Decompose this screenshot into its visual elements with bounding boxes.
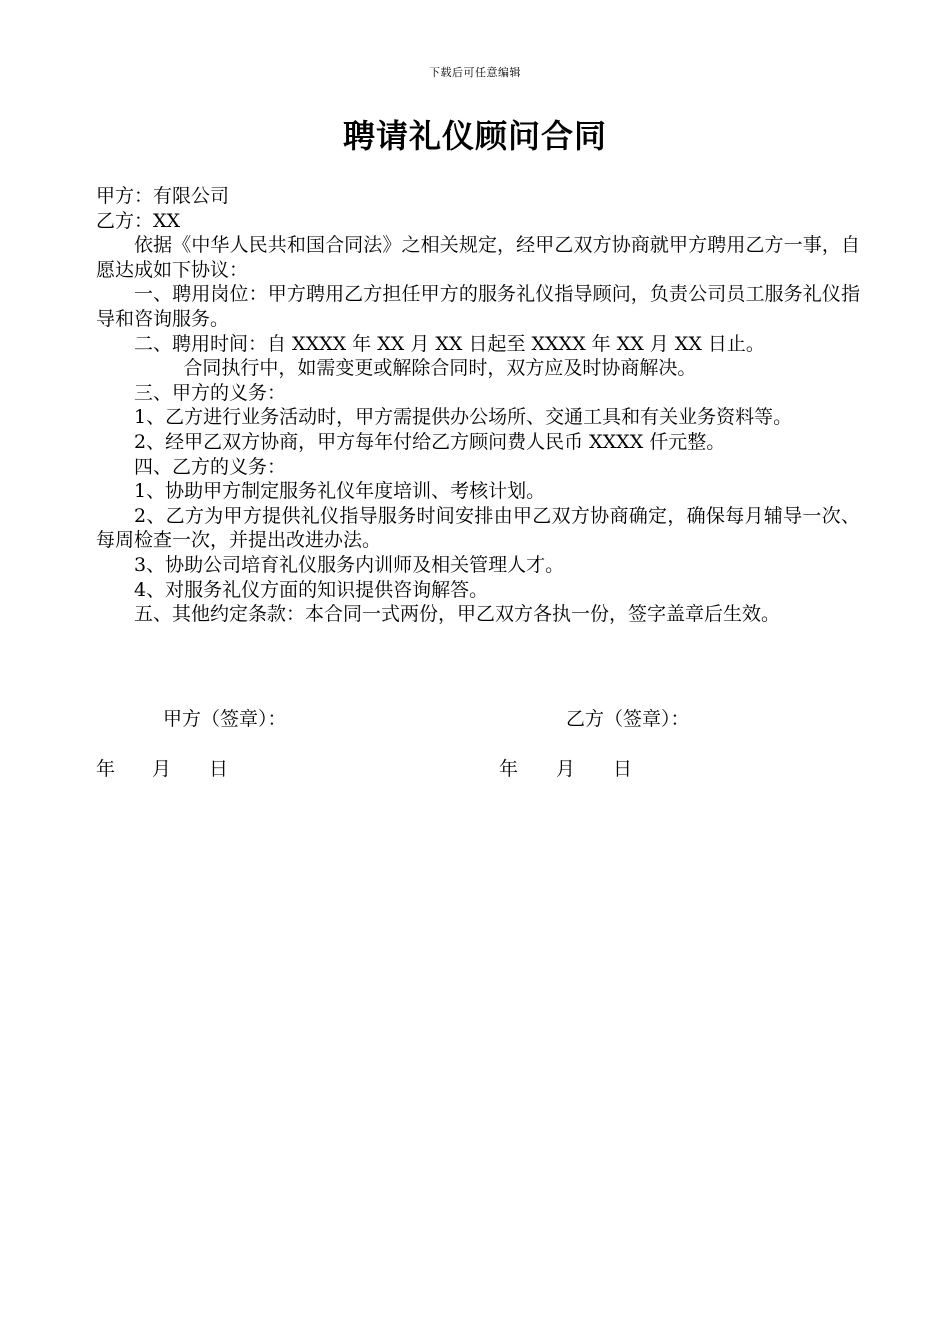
header-note: 下载后可任意编辑 (429, 66, 521, 79)
party-a-duty-1: 1、乙方进行业务活动时，甲方需提供办公场所、交通工具和有关业务资料等。 (134, 406, 793, 429)
party-a-date-year: 年 (96, 758, 116, 780)
party-a-date-day: 日 (209, 758, 229, 780)
party-b-duty-3: 3、协助公司培育礼仪服务内训师及相关管理人才。 (134, 553, 565, 576)
party-b-date-year: 年 (499, 758, 519, 780)
party-b-signature-label: 乙方（签章）： (566, 708, 690, 730)
clause-term-note: 合同执行中，如需变更或解除合同时，双方应及时协商解决。 (183, 357, 697, 380)
party-a-signature-label: 甲方（签章）： (163, 708, 287, 730)
clause-party-b-duties-heading: 四、乙方的义务： (134, 455, 287, 478)
clause-party-a-duties-heading: 三、甲方的义务： (134, 381, 287, 404)
party-b-date-day: 日 (613, 758, 633, 780)
contract-body (96, 184, 860, 627)
party-b-duty-4: 4、对服务礼仪方面的知识提供咨询解答。 (134, 578, 489, 601)
clause-other-terms: 五、其他约定条款：本合同一式两份，甲乙双方各执一份，签字盖章后生效。 (134, 603, 781, 626)
clause-term: 二、聘用时间：自 XXXX 年 XX 月 XX 日起至 XXXX 年 XX 月 XX 日止。 (134, 332, 765, 355)
party-b-date-month: 月 (556, 758, 576, 780)
party-b-duty-2: 2、乙方为甲方提供礼仪指导服务时间安排由甲乙双方协商确定，确保每月辅导一次、每周检查一次，并提出改进办法。 (96, 504, 860, 552)
page-title: 聘请礼仪顾问合同 (342, 117, 607, 155)
party-a-date-month: 月 (152, 758, 172, 780)
preamble-paragraph: 依据《中华人民共和国合同法》之相关规定，经甲乙双方协商就甲方聘用乙方一事，自愿达成如下协议： (96, 234, 860, 281)
party-b-line: 乙方：XX (96, 209, 181, 232)
clause-position: 一、聘用岗位：甲方聘用乙方担任甲方的服务礼仪指导顾问，负责公司员工服务礼仪指导和咨询服务。 (96, 283, 860, 330)
party-a-duty-2: 2、经甲乙双方协商，甲方每年付给乙方顾问费人民币 XXXX 仟元整。 (134, 430, 726, 453)
party-b-duty-1: 1、协助甲方制定服务礼仪年度培训、考核计划。 (134, 480, 546, 503)
party-a-line: 甲方：有限公司 (96, 185, 230, 207)
